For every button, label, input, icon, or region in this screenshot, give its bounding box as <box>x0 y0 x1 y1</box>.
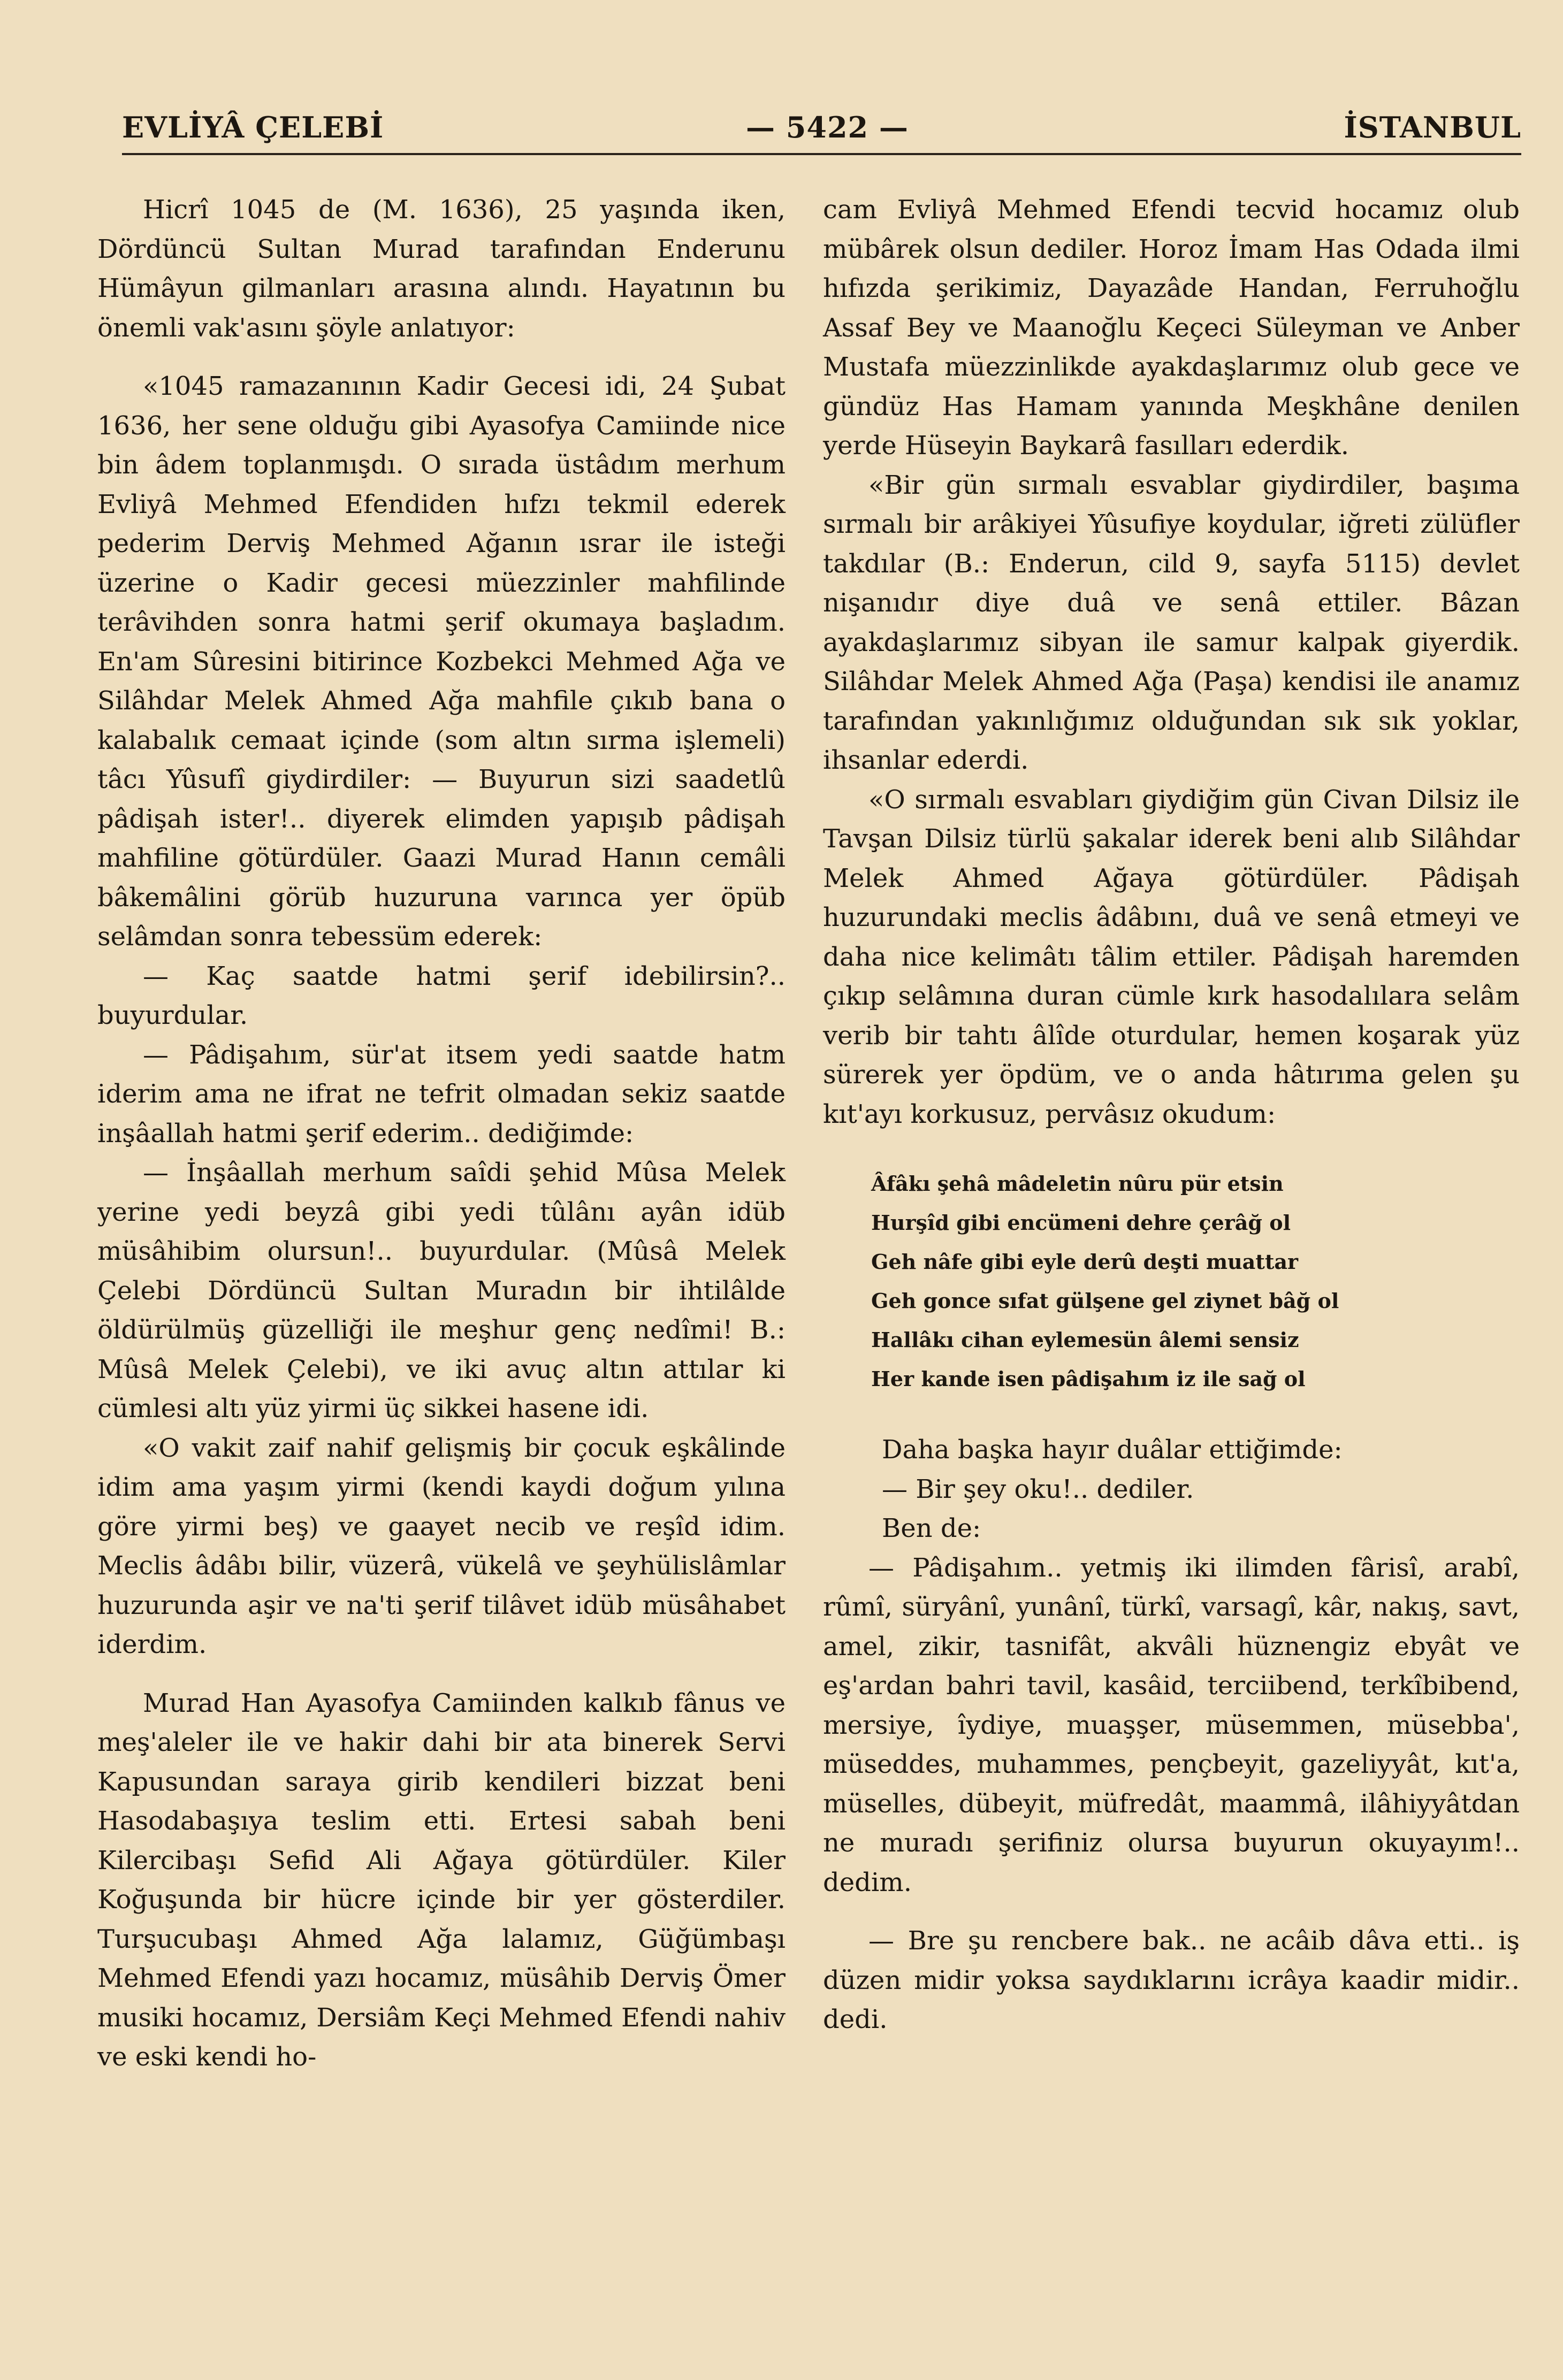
poem-line: Hallâkı cihan eylemesün âlemi sensiz <box>871 1328 1299 1352</box>
poem-line: Her kande isen pâdişahım iz ile sağ ol <box>871 1367 1306 1391</box>
paragraph: «1045 ramazanının Kadir Gecesi idi, 24 Şubat 1636, her sene olduğu gibi Ayasofya Camiinde nice bin âdem toplanmışdı. O sırada üstâdım merhum Evliyâ Mehmed Efendiden hıfzı tekmil ederek pederim Derviş Mehmed Ağanın ısrar ile isteği üzerine o Kadir gecesi müezzinler mahfilinde terâvihden sonra hatmi şerif okumaya başladım. En'am Sûresini bitirince Kozbekci Mehmed Ağa ve Silâhdar Melek Ahmed Ağa mahfile çıkıb bana o kalabalık cemaat içinde (som altın sırma işlemeli) tâcı Yûsufî giydirdiler: — Buyurun sizi saadetlû pâdişah ister!.. diyerek elimden yapışıb pâdişah mahfiline götürdüler. Gaazi Murad Hanın cemâli bâkemâlini görüb huzuruna varınca yer öpüb selâmdan sonra tebessüm ederek: <box>97 371 786 952</box>
running-header-author: EVLİYÂ ÇELEBİ <box>122 110 384 144</box>
paragraph: Ben de: <box>882 1513 981 1543</box>
paragraph: Murad Han Ayasofya Camiinden kalkıb fânus ve meş'aleler ile ve hakir dahi bir ata binerek Servi Kapusundan saraya girib kendileri bizzat beni Hasodabaşıya teslim etti. Ertesi sabah beni Kilercibaşı Sefid Ali Ağaya götürdüler. Kiler Koğuşunda bir hücre içinde bir yer gösterdiler. Turşucubaşı Ahmed Ağa lalamız, Güğümbaşı Mehmed Efendi yazı hocamız, müsâhib Derviş Ömer musiki hocamız, Dersiâm Keçi Mehmed Efendi nahiv ve eski kendi ho- <box>97 1688 786 2072</box>
poem-line: Âfâkı şehâ mâdeletin nûru pür etsin <box>871 1172 1284 1196</box>
poem-line: Geh nâfe gibi eyle derû deşti muattar <box>871 1250 1299 1274</box>
header-rule <box>122 153 1521 155</box>
paragraph: cam Evliyâ Mehmed Efendi tecvid hocamız olub mübârek olsun dediler. Horoz İmam Has Odada ilmi hıfızda şerikimiz, Dayazâde Handan, Ferruhoğlu Assaf Bey ve Maanoğlu Keçeci Süleyman ve Anber Mustafa müezzinlikde ayakdaşlarımız olub gece ve gündüz Has Hamam yanında Meşkhâne denilen yerde Hüseyin Baykarâ fasılları ederdik. <box>823 195 1520 461</box>
paragraph: «O vakit zaif nahif gelişmiş bir çocuk eşkâlinde idim ama yaşım yirmi (kendi kaydi doğum yılına göre yirmi beş) ve gaayet necib ve reşîd idim. Meclis âdâbı bilir, vüzerâ, vükelâ ve şeyhülislâmlar huzurunda aşir ve na'ti şerif tilâvet idüb müsâhabet iderdim. <box>97 1433 786 1659</box>
poem-verses <box>871 1164 1520 1398</box>
paragraph: — Bre şu rencbere bak.. ne acâib dâva etti.. iş düzen midir yoksa saydıklarını icrâya kaadir midir.. dedi. <box>823 1926 1520 2034</box>
paragraph: — İnşâallah merhum saîdi şehid Mûsa Melek yerine yedi beyzâ gibi yedi tûlânı ayân idüb müsâhibim olursun!.. buyurdular. (Mûsâ Melek Çelebi Dördüncü Sultan Muradın bir ihtilâlde öldürülmüş güzelliği ile meşhur genç nedîmi! B.: Mûsâ Melek Çelebi), ve iki avuç altın attılar ki cümlesi altı yüz yirmi üç sikkei hasene idi. <box>97 1158 786 1424</box>
paragraph: Daha başka hayır duâlar ettiğimde: <box>882 1435 1343 1465</box>
paragraph: Hicrî 1045 de (M. 1636), 25 yaşında iken, Dördüncü Sultan Murad tarafından Enderunu Hümâyun gilmanları arasına alındı. Hayatının bu önemli vak'asını şöyle anlatıyor: <box>97 195 786 343</box>
running-header-section: İSTANBUL <box>1344 110 1521 144</box>
paragraph: — Kaç saatde hatmi şerif idebilirsin?.. buyurdular. <box>97 961 786 1030</box>
poem-line: Geh gonce sıfat gülşene gel ziynet bâğ ol <box>871 1289 1339 1313</box>
paragraph: — Bir şey oku!.. dediler. <box>882 1474 1194 1504</box>
paragraph: — Pâdişahım, sür'at itsem yedi saatde hatm iderim ama ne ifrat ne tefrit olmadan sekiz saatde inşâallah hatmi şerif ederim.. dediğimde: <box>97 1039 786 1149</box>
left-column <box>97 190 786 2077</box>
page-number: — 5422 — <box>746 110 909 144</box>
paragraph: «Bir gün sırmalı esvablar giydirdiler, başıma sırmalı bir arâkiyei Yûsufiye koydular, iğreti zülüfler takdılar (B.: Enderun, cild 9, sayfa 5115) devlet nişanıdır diye duâ ve senâ ettiler. Bâzan ayakdaşlarımız sibyan ile samur kalpak giyerdik. Silâhdar Melek Ahmed Ağa (Paşa) kendisi ile anamız tarafından yakınlığımız olduğundan sık sık yoklar, ihsanlar ederdi. <box>823 470 1520 775</box>
poem-line: Hurşîd gibi encümeni dehre çerâğ ol <box>871 1211 1291 1235</box>
paragraph: — Pâdişahım.. yetmiş iki ilimden fârisî, arabî, rûmî, süryânî, yunânî, türkî, varsagî, kâr, nakış, savt, amel, zikir, tasnifât, akvâli hüznengiz ebyât ve eş'ardan bahri tavil, kasâid, terciibend, terkîbibend, mersiye, îydiye, muaşşer, müsemmen, müsebba', müseddes, muhammes, pençbeyit, gazeliyyât, kıt'a, müselles, dübeyit, müfredât, maammâ, ilâhiyyâtdan ne muradı şerifiniz olursa buyurun okuyayım!.. dedim. <box>823 1552 1520 1897</box>
right-column <box>823 190 1520 2040</box>
paragraph: «O sırmalı esvabları giydiğim gün Civan Dilsiz ile Tavşan Dilsiz türlü şakalar iderek beni alıb Silâhdar Melek Ahmed Ağaya götürdüler. Pâdişah huzurundaki meclis âdâbını, duâ ve senâ etmeyi ve daha nice kelimâtı tâlim ettiler. Pâdişah haremden çıkıp selâmına duran cümle kırk hasodalılara selâm verib bir tahtı âlîde oturdular, hemen koşarak yüz sürerek yer öpdüm, ve o anda hâtırıma gelen şu kıt'ayı korkusuz, pervâsız okudum: <box>823 784 1520 1129</box>
